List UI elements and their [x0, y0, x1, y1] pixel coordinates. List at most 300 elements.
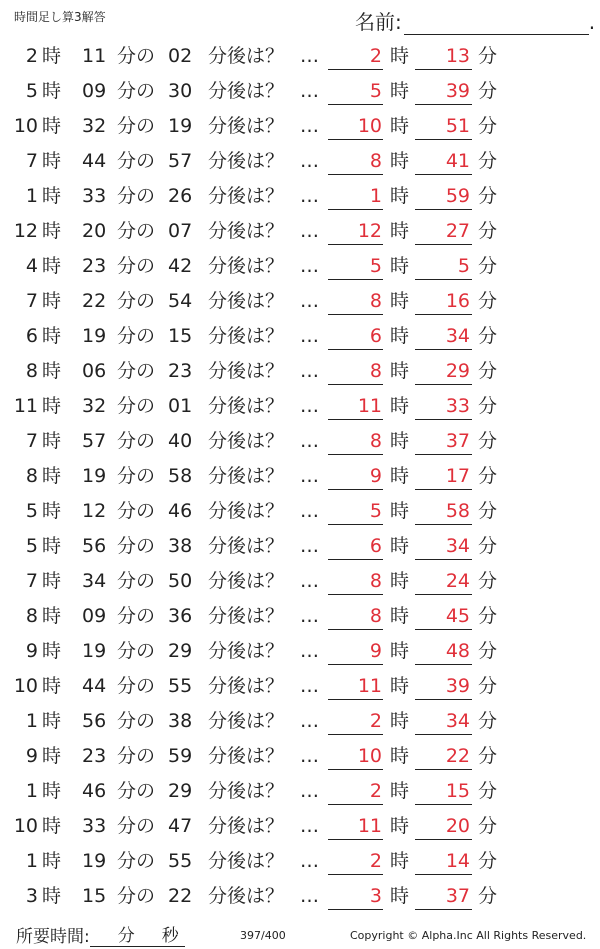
question-text: 分後は？ [208, 500, 285, 522]
start-hour: 5 [25, 80, 38, 102]
answer-minute-line [415, 629, 472, 630]
question-text: 分後は？ [208, 80, 285, 102]
answer-hour-line [328, 454, 383, 455]
answer-minute-line [415, 69, 472, 70]
ellipsis: … [300, 290, 319, 312]
answer-hour-line [328, 874, 383, 875]
answer-hour-line [328, 314, 383, 315]
question-text: 分後は？ [208, 150, 285, 172]
start-hour: 1 [25, 850, 38, 872]
start-minute: 33 [82, 185, 107, 207]
minute-unit: 分の [117, 465, 156, 487]
answer-hour: 9 [369, 465, 382, 487]
ellipsis: … [300, 500, 319, 522]
ellipsis: … [300, 710, 319, 732]
added-minutes: 30 [168, 80, 193, 102]
start-hour: 10 [13, 115, 38, 137]
answer-minute-line [415, 769, 472, 770]
answer-minute-unit: 分 [478, 255, 498, 277]
name-label: 名前: [355, 10, 402, 34]
start-minute: 32 [82, 395, 107, 417]
problem-row [0, 739, 600, 774]
answer-hour-unit: 時 [390, 605, 410, 627]
answer-minute-unit: 分 [478, 45, 498, 67]
added-minutes: 15 [168, 325, 193, 347]
added-minutes: 07 [168, 220, 193, 242]
answer-minute-line [415, 559, 472, 560]
question-text: 分後は？ [208, 675, 285, 697]
answer-minute-unit: 分 [478, 430, 498, 452]
answer-hour-line [328, 489, 383, 490]
answer-hour-line [328, 909, 383, 910]
hour-unit: 時 [42, 885, 62, 907]
answer-minute-unit: 分 [478, 150, 498, 172]
answer-hour: 11 [357, 815, 382, 837]
start-minute: 09 [82, 605, 107, 627]
question-text: 分後は？ [208, 290, 285, 312]
answer-minute-line [415, 909, 472, 910]
ellipsis: … [300, 535, 319, 557]
added-minutes: 38 [168, 535, 193, 557]
added-minutes: 01 [168, 395, 193, 417]
problem-row [0, 389, 600, 424]
start-minute: 12 [82, 500, 107, 522]
start-minute: 22 [82, 290, 107, 312]
hour-unit: 時 [42, 45, 62, 67]
answer-minute: 34 [445, 710, 470, 732]
answer-hour-unit: 時 [390, 850, 410, 872]
answer-minute: 14 [445, 850, 470, 872]
added-minutes: 29 [168, 640, 193, 662]
hour-unit: 時 [42, 675, 62, 697]
answer-minute: 20 [445, 815, 470, 837]
problem-row [0, 564, 600, 599]
answer-minute-unit: 分 [478, 500, 498, 522]
hour-unit: 時 [42, 640, 62, 662]
answer-hour: 5 [369, 255, 382, 277]
start-minute: 19 [82, 325, 107, 347]
added-minutes: 42 [168, 255, 193, 277]
answer-hour-line [328, 69, 383, 70]
problem-row [0, 354, 600, 389]
answer-hour: 10 [357, 115, 382, 137]
answer-hour-unit: 時 [390, 465, 410, 487]
minute-unit: 分の [117, 710, 156, 732]
problem-row [0, 879, 600, 914]
answer-minute-line [415, 104, 472, 105]
start-hour: 7 [25, 430, 38, 452]
ellipsis: … [300, 150, 319, 172]
added-minutes: 19 [168, 115, 193, 137]
question-text: 分後は？ [208, 850, 285, 872]
answer-hour: 8 [369, 430, 382, 452]
answer-minute: 41 [445, 150, 470, 172]
answer-hour-line [328, 734, 383, 735]
answer-hour-unit: 時 [390, 885, 410, 907]
time-required-label: 所要時間: [16, 927, 90, 947]
answer-minute-unit: 分 [478, 850, 498, 872]
ellipsis: … [300, 885, 319, 907]
answer-minute-line [415, 489, 472, 490]
start-minute: 34 [82, 570, 107, 592]
question-text: 分後は？ [208, 185, 285, 207]
answer-hour-line [328, 139, 383, 140]
answer-minute: 17 [445, 465, 470, 487]
hour-unit: 時 [42, 570, 62, 592]
start-minute: 06 [82, 360, 107, 382]
problem-list [0, 39, 600, 914]
minute-unit: 分の [117, 360, 156, 382]
question-text: 分後は？ [208, 885, 285, 907]
minute-unit: 分の [117, 255, 156, 277]
ellipsis: … [300, 850, 319, 872]
problem-row [0, 459, 600, 494]
question-text: 分後は？ [208, 255, 285, 277]
minute-unit: 分の [117, 500, 156, 522]
ellipsis: … [300, 430, 319, 452]
minute-unit: 分の [117, 815, 156, 837]
start-hour: 1 [25, 185, 38, 207]
answer-hour-line [328, 559, 383, 560]
answer-hour-unit: 時 [390, 150, 410, 172]
question-text: 分後は？ [208, 430, 285, 452]
start-minute: 46 [82, 780, 107, 802]
minute-unit: 分の [117, 290, 156, 312]
answer-hour-line [328, 629, 383, 630]
answer-minute-line [415, 804, 472, 805]
start-hour: 9 [25, 745, 38, 767]
start-hour: 5 [25, 535, 38, 557]
minute-unit: 分の [117, 80, 156, 102]
answer-minute-line [415, 874, 472, 875]
ellipsis: … [300, 570, 319, 592]
hour-unit: 時 [42, 290, 62, 312]
answer-hour-unit: 時 [390, 290, 410, 312]
start-minute: 33 [82, 815, 107, 837]
minute-unit: 分の [117, 640, 156, 662]
problem-row [0, 844, 600, 879]
added-minutes: 26 [168, 185, 193, 207]
answer-minute-unit: 分 [478, 185, 498, 207]
problem-row [0, 74, 600, 109]
minute-unit: 分の [117, 220, 156, 242]
ellipsis: … [300, 220, 319, 242]
problem-row [0, 529, 600, 564]
answer-minute: 16 [445, 290, 470, 312]
time-required [16, 922, 185, 947]
problem-row [0, 424, 600, 459]
answer-hour-line [328, 174, 383, 175]
answer-hour-unit: 時 [390, 185, 410, 207]
answer-hour-unit: 時 [390, 45, 410, 67]
answer-hour-unit: 時 [390, 675, 410, 697]
question-text: 分後は？ [208, 465, 285, 487]
question-text: 分後は？ [208, 780, 285, 802]
problem-row [0, 774, 600, 809]
minute-unit: 分の [117, 745, 156, 767]
hour-unit: 時 [42, 360, 62, 382]
answer-minute-unit: 分 [478, 570, 498, 592]
start-hour: 4 [25, 255, 38, 277]
answer-minute-unit: 分 [478, 80, 498, 102]
start-minute: 44 [82, 150, 107, 172]
answer-minute: 51 [445, 115, 470, 137]
problem-row [0, 809, 600, 844]
answer-hour-line [328, 384, 383, 385]
answer-minute: 34 [445, 535, 470, 557]
answer-minute-line [415, 349, 472, 350]
problem-row [0, 284, 600, 319]
answer-hour: 3 [369, 885, 382, 907]
answer-minute: 22 [445, 745, 470, 767]
minute-unit: 分の [117, 885, 156, 907]
start-minute: 15 [82, 885, 107, 907]
answer-hour-unit: 時 [390, 815, 410, 837]
ellipsis: … [300, 80, 319, 102]
minute-unit: 分の [117, 430, 156, 452]
answer-hour: 5 [369, 500, 382, 522]
hour-unit: 時 [42, 150, 62, 172]
ellipsis: … [300, 185, 319, 207]
answer-hour-unit: 時 [390, 360, 410, 382]
ellipsis: … [300, 605, 319, 627]
start-hour: 5 [25, 500, 38, 522]
start-minute: 44 [82, 675, 107, 697]
answer-hour-line [328, 244, 383, 245]
problem-row [0, 634, 600, 669]
added-minutes: 22 [168, 885, 193, 907]
minute-unit: 分の [117, 115, 156, 137]
minute-unit: 分の [117, 605, 156, 627]
answer-minute: 39 [445, 675, 470, 697]
answer-hour-line [328, 349, 383, 350]
answer-hour-unit: 時 [390, 115, 410, 137]
start-hour: 10 [13, 675, 38, 697]
ellipsis: … [300, 360, 319, 382]
minute-unit: 分の [117, 535, 156, 557]
answer-minute-unit: 分 [478, 815, 498, 837]
hour-unit: 時 [42, 780, 62, 802]
ellipsis: … [300, 780, 319, 802]
added-minutes: 55 [168, 850, 193, 872]
time-blank [90, 928, 185, 947]
minute-unit: 分の [117, 780, 156, 802]
answer-hour-line [328, 769, 383, 770]
added-minutes: 55 [168, 675, 193, 697]
answer-hour-line [328, 279, 383, 280]
problem-row [0, 39, 600, 74]
ellipsis: … [300, 325, 319, 347]
added-minutes: 29 [168, 780, 193, 802]
question-text: 分後は？ [208, 360, 285, 382]
minute-unit: 分の [117, 675, 156, 697]
answer-minute: 15 [445, 780, 470, 802]
hour-unit: 時 [42, 185, 62, 207]
start-hour: 7 [25, 150, 38, 172]
answer-hour-unit: 時 [390, 535, 410, 557]
start-minute: 20 [82, 220, 107, 242]
answer-minute-line [415, 454, 472, 455]
answer-hour: 8 [369, 360, 382, 382]
answer-minute-line [415, 174, 472, 175]
start-minute: 23 [82, 745, 107, 767]
start-hour: 10 [13, 815, 38, 837]
answer-hour: 6 [369, 535, 382, 557]
answer-hour-unit: 時 [390, 640, 410, 662]
start-hour: 8 [25, 360, 38, 382]
start-minute: 09 [82, 80, 107, 102]
answer-hour: 11 [357, 675, 382, 697]
minute-unit: 分の [117, 150, 156, 172]
answer-hour: 2 [369, 710, 382, 732]
minute-unit: 分の [117, 325, 156, 347]
answer-minute-unit: 分 [478, 535, 498, 557]
hour-unit: 時 [42, 850, 62, 872]
start-minute: 23 [82, 255, 107, 277]
hour-unit: 時 [42, 500, 62, 522]
problem-row [0, 599, 600, 634]
added-minutes: 23 [168, 360, 193, 382]
answer-minute: 48 [445, 640, 470, 662]
added-minutes: 57 [168, 150, 193, 172]
answer-minute-unit: 分 [478, 710, 498, 732]
start-minute: 19 [82, 640, 107, 662]
answer-minute: 34 [445, 325, 470, 347]
hour-unit: 時 [42, 80, 62, 102]
added-minutes: 46 [168, 500, 193, 522]
start-hour: 2 [25, 45, 38, 67]
answer-hour-line [328, 419, 383, 420]
hour-unit: 時 [42, 430, 62, 452]
answer-minute: 39 [445, 80, 470, 102]
answer-hour-line [328, 664, 383, 665]
ellipsis: … [300, 815, 319, 837]
answer-minute: 24 [445, 570, 470, 592]
answer-hour-line [328, 209, 383, 210]
answer-minute-line [415, 594, 472, 595]
ellipsis: … [300, 395, 319, 417]
minute-unit: 分の [117, 570, 156, 592]
answer-minute-unit: 分 [478, 115, 498, 137]
start-hour: 7 [25, 570, 38, 592]
answer-minute-unit: 分 [478, 745, 498, 767]
added-minutes: 50 [168, 570, 193, 592]
answer-hour-line [328, 699, 383, 700]
copyright: Copyright © Alpha.Inc All Rights Reserved. [350, 929, 587, 942]
ellipsis: … [300, 465, 319, 487]
problem-row [0, 494, 600, 529]
start-minute: 11 [82, 45, 107, 67]
minute-unit: 分の [117, 45, 156, 67]
ellipsis: … [300, 255, 319, 277]
answer-minute-unit: 分 [478, 395, 498, 417]
hour-unit: 時 [42, 535, 62, 557]
minutes-unit: 分 [117, 926, 135, 946]
start-minute: 57 [82, 430, 107, 452]
problem-row [0, 669, 600, 704]
answer-hour: 6 [369, 325, 382, 347]
answer-hour: 2 [369, 850, 382, 872]
answer-minute-unit: 分 [478, 780, 498, 802]
answer-minute: 45 [445, 605, 470, 627]
start-minute: 19 [82, 465, 107, 487]
answer-hour-unit: 時 [390, 570, 410, 592]
answer-minute-line [415, 384, 472, 385]
question-text: 分後は？ [208, 640, 285, 662]
answer-minute-line [415, 524, 472, 525]
answer-minute: 58 [445, 500, 470, 522]
question-text: 分後は？ [208, 115, 285, 137]
answer-minute: 33 [445, 395, 470, 417]
answer-minute: 27 [445, 220, 470, 242]
hour-unit: 時 [42, 220, 62, 242]
answer-hour: 8 [369, 150, 382, 172]
answer-minute-unit: 分 [478, 675, 498, 697]
ellipsis: … [300, 45, 319, 67]
answer-minute: 13 [445, 45, 470, 67]
answer-hour-unit: 時 [390, 430, 410, 452]
problem-row [0, 214, 600, 249]
answer-minute-unit: 分 [478, 325, 498, 347]
answer-hour-line [328, 804, 383, 805]
answer-hour: 8 [369, 570, 382, 592]
answer-minute-line [415, 699, 472, 700]
question-text: 分後は？ [208, 745, 285, 767]
answer-minute-line [415, 209, 472, 210]
answer-minute-line [415, 314, 472, 315]
answer-minute: 37 [445, 885, 470, 907]
added-minutes: 59 [168, 745, 193, 767]
answer-minute-line [415, 244, 472, 245]
question-text: 分後は？ [208, 815, 285, 837]
answer-hour: 5 [369, 80, 382, 102]
answer-hour: 12 [357, 220, 382, 242]
answer-minute-unit: 分 [478, 290, 498, 312]
answer-minute-unit: 分 [478, 360, 498, 382]
answer-hour-unit: 時 [390, 500, 410, 522]
answer-minute-line [415, 839, 472, 840]
start-hour: 8 [25, 605, 38, 627]
start-minute: 32 [82, 115, 107, 137]
answer-hour: 11 [357, 395, 382, 417]
added-minutes: 54 [168, 290, 193, 312]
problem-row [0, 249, 600, 284]
start-hour: 7 [25, 290, 38, 312]
hour-unit: 時 [42, 325, 62, 347]
added-minutes: 40 [168, 430, 193, 452]
answer-minute-line [415, 734, 472, 735]
name-blank-line [404, 16, 589, 35]
added-minutes: 36 [168, 605, 193, 627]
start-hour: 9 [25, 640, 38, 662]
question-text: 分後は？ [208, 45, 285, 67]
added-minutes: 47 [168, 815, 193, 837]
answer-minute-unit: 分 [478, 465, 498, 487]
answer-hour-unit: 時 [390, 395, 410, 417]
question-text: 分後は？ [208, 605, 285, 627]
minute-unit: 分の [117, 185, 156, 207]
added-minutes: 38 [168, 710, 193, 732]
page-number: 397/400 [240, 929, 286, 942]
problem-row [0, 109, 600, 144]
ellipsis: … [300, 745, 319, 767]
problem-row [0, 144, 600, 179]
start-hour: 12 [13, 220, 38, 242]
answer-minute: 37 [445, 430, 470, 452]
answer-minute-line [415, 279, 472, 280]
answer-minute: 59 [445, 185, 470, 207]
added-minutes: 02 [168, 45, 193, 67]
